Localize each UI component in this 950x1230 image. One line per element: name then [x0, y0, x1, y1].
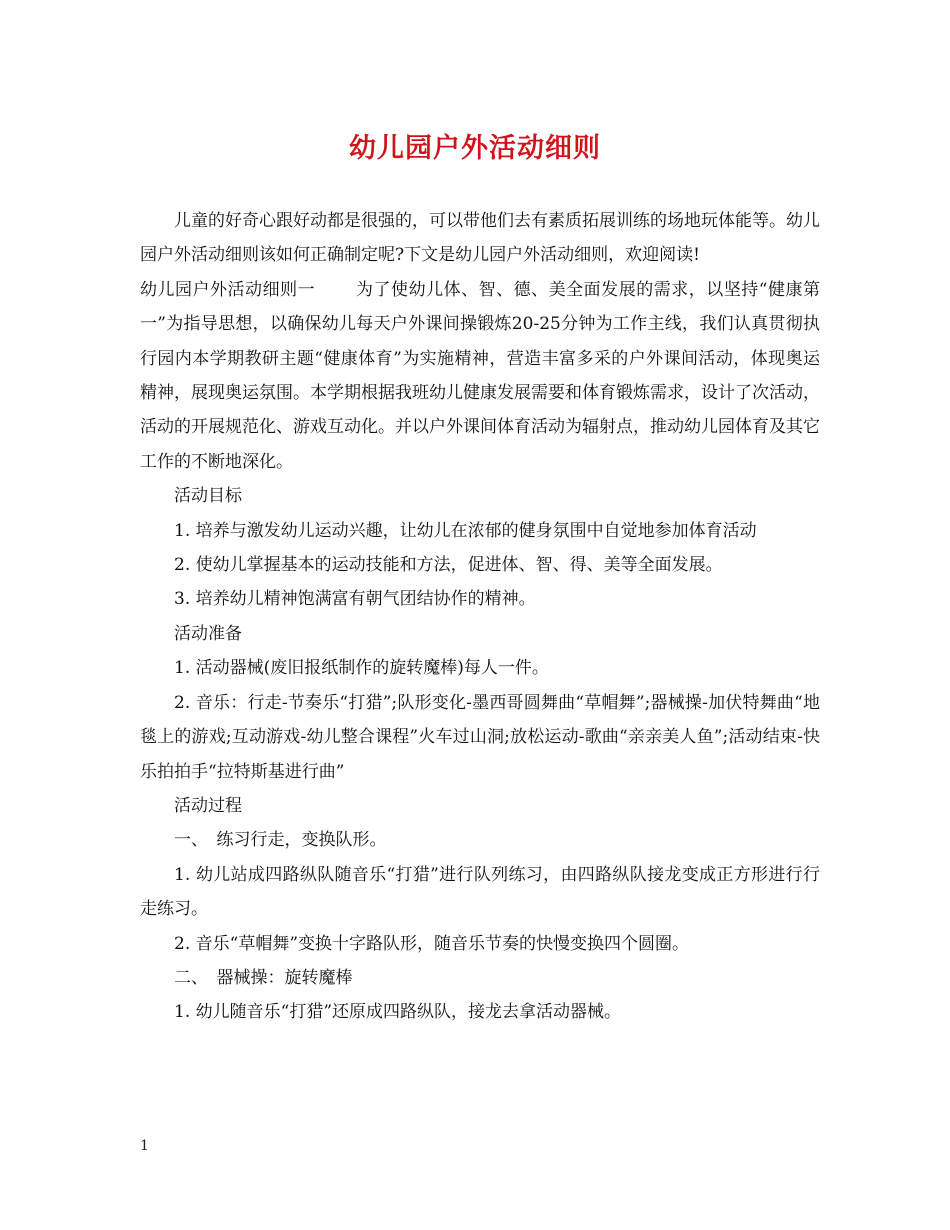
goal-item-1: 1. 培养与激发幼儿运动兴趣，让幼儿在浓郁的健身氛围中自觉地参加体育活动 [174, 520, 757, 541]
document-body [140, 204, 820, 1030]
intro-paragraph: 儿童的好奇心跟好动都是很强的，可以带他们去有素质拓展训练的场地玩体能等。幼儿园户外活动细则该如何正确制定呢?下文是幼儿园户外活动细则，欢迎阅读! [140, 211, 820, 266]
process-step-1-item-2: 2. 音乐“草帽舞”变换十字路队形，随音乐节奏的快慢变换四个圆圈。 [174, 933, 690, 954]
preparation-item-2: 2. 音乐：行走-节奏乐“打猎”;队形变化-墨西哥圆舞曲“草帽舞”;器械操-加伏特舞曲“地毯上的游戏;互动游戏-幼儿整合课程”火车过山洞;放松运动-歌曲“亲亲美人鱼”;活动结束-快乐拍拍手“拉特斯基进行曲” [140, 692, 820, 782]
preparation-item-1: 1. 活动器械(废旧报纸制作的旋转魔棒)每人一件。 [174, 658, 549, 679]
heading-activity-preparation: 活动准备 [174, 623, 242, 644]
document-title: 幼儿园户外活动细则 [349, 133, 601, 164]
process-step-2-item-1: 1. 幼儿随音乐“打猎”还原成四路纵队，接龙去拿活动器械。 [174, 1002, 622, 1023]
process-step-1: 一、 练习行走，变换队形。 [174, 830, 387, 851]
goal-item-2: 2. 使幼儿掌握基本的运动技能和方法，促进体、智、得、美等全面发展。 [174, 555, 723, 576]
goal-item-3: 3. 培养幼儿精神饱满富有朝气团结协作的精神。 [174, 589, 536, 610]
page-number: 1 [140, 1138, 149, 1154]
process-step-2: 二、 器械操：旋转魔棒 [174, 967, 353, 988]
process-step-1-item-1: 1. 幼儿站成四路纵队随音乐“打猎”进行队列练习，由四路纵队接龙变成正方形进行行走练习。 [140, 864, 820, 920]
heading-activity-process: 活动过程 [174, 795, 242, 816]
section-one-paragraph: 幼儿园户外活动细则一 为了使幼儿体、智、德、美全面发展的需求，以坚持“健康第一”为指导思想，以确保幼儿每天户外课间操锻炼20-25分钟为工作主线，我们认真贯彻执行园内本学期教研主题“健康体育”为实施精神，营造丰富多采的户外课间活动，体现奥运精神，展现奥运氛围。本学期根据我班幼儿健康发展需要和体育锻炼需求，设计了次活动，活动的开展规范化、游戏互动化。并以户外课间体育活动为辐射点，推动幼儿园体育及其它工作的不断地深化。 [140, 279, 820, 472]
heading-activity-goals: 活动目标 [174, 486, 242, 507]
